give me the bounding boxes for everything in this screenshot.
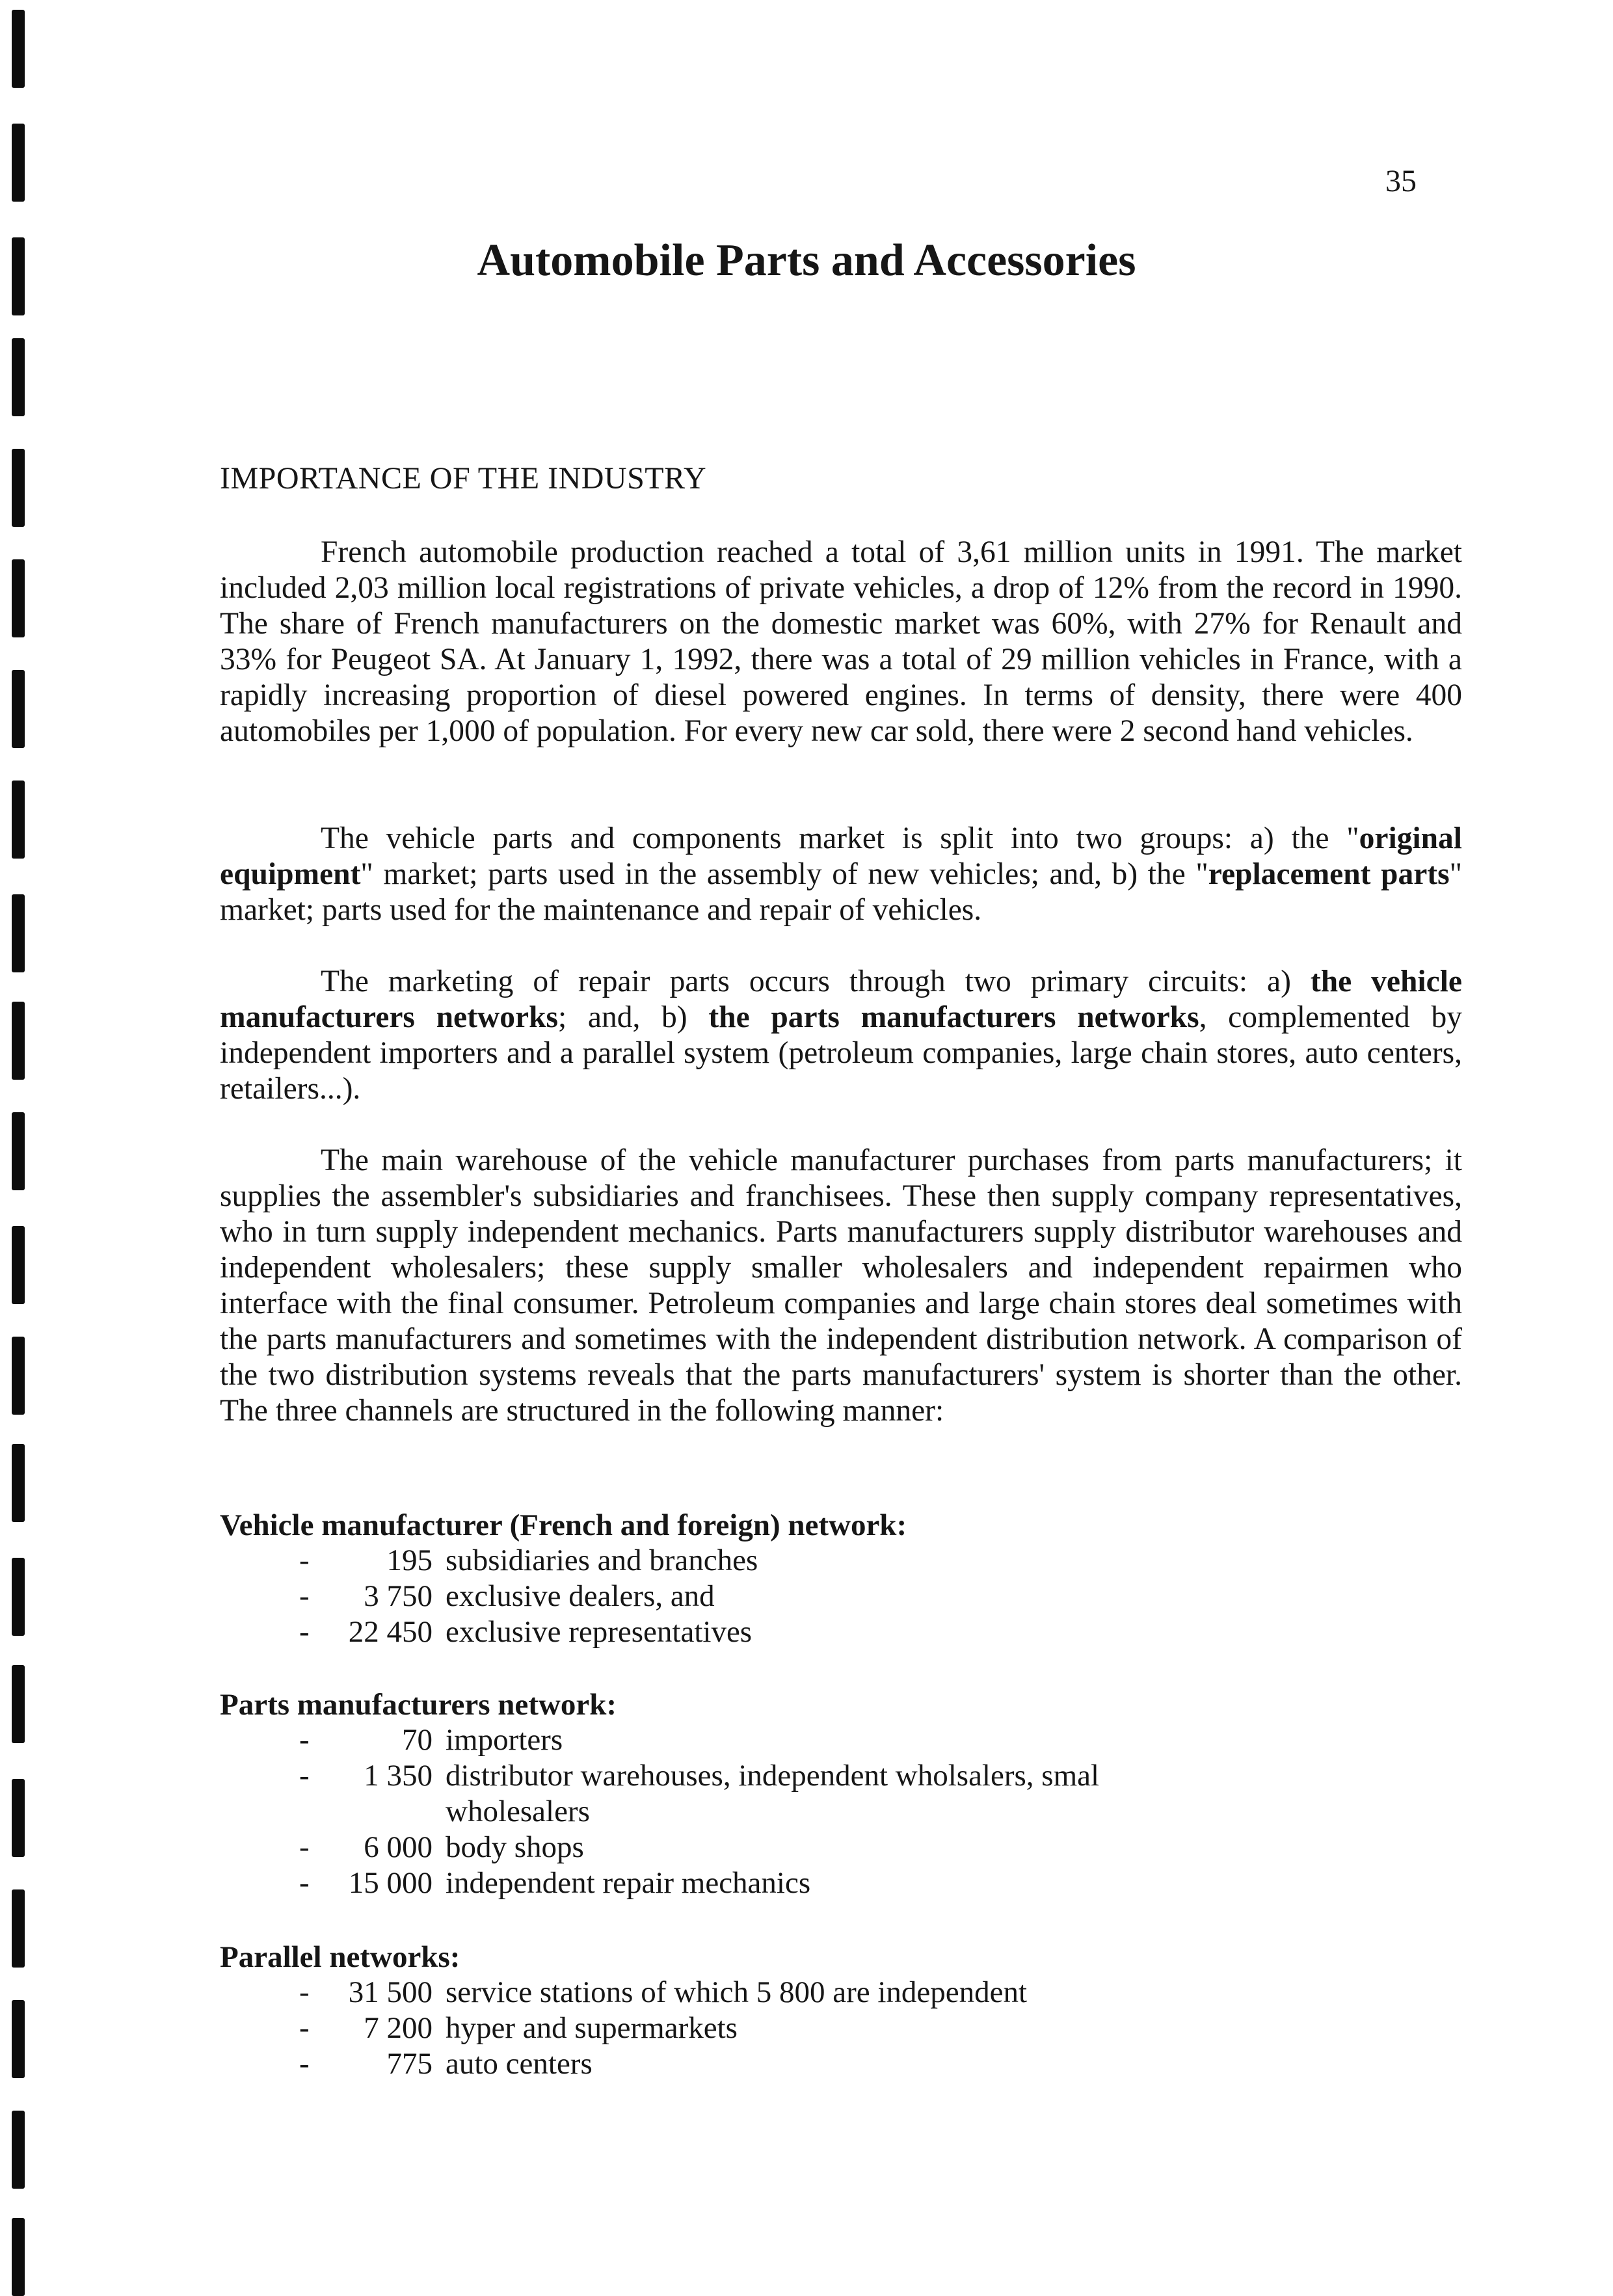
network-list-parts [299, 1722, 1324, 1901]
binding-mark [12, 2111, 25, 2189]
paragraph-market-groups [220, 821, 1462, 928]
bold-term-original-equipment: original equipment [220, 821, 1462, 891]
paragraph-text: , complemented by independent importers and a parallel system (petroleum companies, large chain stores, auto centers, retailers...). [220, 1000, 1462, 1106]
list-count: 1 350 [364, 1759, 433, 1793]
list-item [299, 1865, 1324, 1901]
list-item [299, 1975, 1324, 2010]
page-number: 35 [1385, 164, 1417, 198]
list-item [299, 1579, 1324, 1614]
spiral-binding [0, 0, 59, 2278]
binding-mark [12, 1337, 25, 1415]
list-dash: - [299, 2047, 310, 2081]
list-item [299, 1614, 1324, 1650]
list-description: auto centers [446, 2047, 593, 2081]
binding-mark [12, 670, 25, 748]
list-count: 775 [386, 2047, 433, 2081]
list-dash: - [299, 1543, 310, 1577]
list-description: service stations of which 5 800 are independent [446, 1975, 1028, 2009]
paragraph-distribution: The main warehouse of the vehicle manufacturer purchases from parts manufacturers; it supplies the assembler's subsidiaries and franchisees. These then supply company representatives, who in turn supply independent mechanics. Parts manufacturers supply distributor warehouses and independent wholesalers; these supply smaller wholesalers and independent repairmen who interface with the final consumer. Petroleum companies and large chain stores deal sometimes with the parts manufacturers and sometimes with the independent distribution network. A comparison of the two distribution systems reveals that the parts manufacturers' system is shorter than the other. The three channels are structured in the following manner: [220, 1143, 1462, 1428]
list-dash: - [299, 1759, 310, 1793]
list-item [299, 1758, 1324, 1830]
list-item [299, 1830, 1324, 1865]
binding-mark [12, 124, 25, 202]
paragraph-text: ; and, b) [557, 1000, 709, 1034]
paragraph-text: The vehicle parts and components market is split into two groups: a) the " [321, 821, 1359, 855]
list-count: 195 [386, 1543, 433, 1577]
binding-mark [12, 2218, 25, 2296]
list-count: 22 450 [348, 1615, 433, 1649]
list-dash: - [299, 2011, 310, 2045]
binding-mark [12, 1558, 25, 1636]
network-heading-vehicle: Vehicle manufacturer (French and foreign) network: [220, 1508, 907, 1542]
network-heading-parts: Parts manufacturers network: [220, 1688, 617, 1722]
page-title: Automobile Parts and Accessories [477, 235, 1136, 286]
list-description: exclusive representatives [446, 1615, 753, 1649]
binding-mark [12, 781, 25, 859]
network-heading-parallel: Parallel networks: [220, 1940, 460, 1974]
list-dash: - [299, 1866, 310, 1900]
paragraph-repair-circuits [220, 964, 1462, 1107]
section-heading: IMPORTANCE OF THE INDUSTRY [220, 461, 707, 496]
binding-mark [12, 449, 25, 527]
list-count: 6 000 [364, 1830, 433, 1864]
bold-term-vehicle-networks: the vehicle manufacturers networks [220, 965, 1462, 1034]
binding-mark [12, 894, 25, 972]
list-dash: - [299, 1723, 310, 1757]
list-dash: - [299, 1615, 310, 1649]
binding-mark [12, 1112, 25, 1190]
list-description: distributor warehouses, independent wholsalers, smal wholesalers [446, 1759, 1100, 1828]
binding-mark [12, 1665, 25, 1743]
list-description: hyper and supermarkets [446, 2011, 738, 2045]
network-list-parallel [299, 1975, 1324, 2082]
binding-mark [12, 1444, 25, 1522]
list-count: 31 500 [348, 1975, 433, 2009]
list-dash: - [299, 1975, 310, 2009]
list-description: subsidiaries and branches [446, 1543, 758, 1577]
list-description: importers [446, 1723, 563, 1757]
bold-term-replacement-parts: replacement parts [1208, 857, 1450, 891]
binding-mark [12, 559, 25, 637]
list-count: 70 [402, 1723, 433, 1757]
list-dash: - [299, 1579, 310, 1613]
paragraph-text: " market; parts used for the maintenance and repair of vehicles. [220, 857, 1462, 927]
list-item [299, 1543, 1324, 1579]
network-list-vehicle [299, 1543, 1324, 1650]
paragraph-text: The marketing of repair parts occurs through two primary circuits: a) [321, 965, 1311, 998]
binding-mark [12, 1889, 25, 1968]
binding-mark [12, 1779, 25, 1857]
list-item [299, 1722, 1324, 1758]
list-description: body shops [446, 1830, 584, 1864]
list-item [299, 2010, 1324, 2046]
binding-mark [12, 1002, 25, 1080]
list-item [299, 2046, 1324, 2082]
list-description: independent repair mechanics [446, 1866, 811, 1900]
binding-mark [12, 338, 25, 416]
list-count: 3 750 [364, 1579, 433, 1613]
paragraph-text: " market; parts used in the assembly of new vehicles; and, b) the " [360, 857, 1208, 891]
list-dash: - [299, 1830, 310, 1864]
paragraph-production: French automobile production reached a total of 3,61 million units in 1991. The market included 2,03 million local registrations of private vehicles, a drop of 12% from the record in 1990. The share of French manufacturers on the domestic market was 60%, with 27% for Renault and 33% for Peugeot SA. At January 1, 1992, there was a total of 29 million vehicles in France, with a rapidly increasing proportion of diesel powered engines. In terms of density, there were 400 automobiles per 1,000 of population. For every new car sold, there were 2 second hand vehicles. [220, 535, 1462, 748]
binding-mark [12, 10, 25, 88]
binding-mark [12, 1226, 25, 1304]
list-count: 15 000 [348, 1866, 433, 1900]
binding-mark [12, 2000, 25, 2078]
list-count: 7 200 [364, 2011, 433, 2045]
bold-term-parts-networks: the parts manufacturers networks [708, 1000, 1199, 1034]
list-description: exclusive dealers, and [446, 1579, 715, 1613]
